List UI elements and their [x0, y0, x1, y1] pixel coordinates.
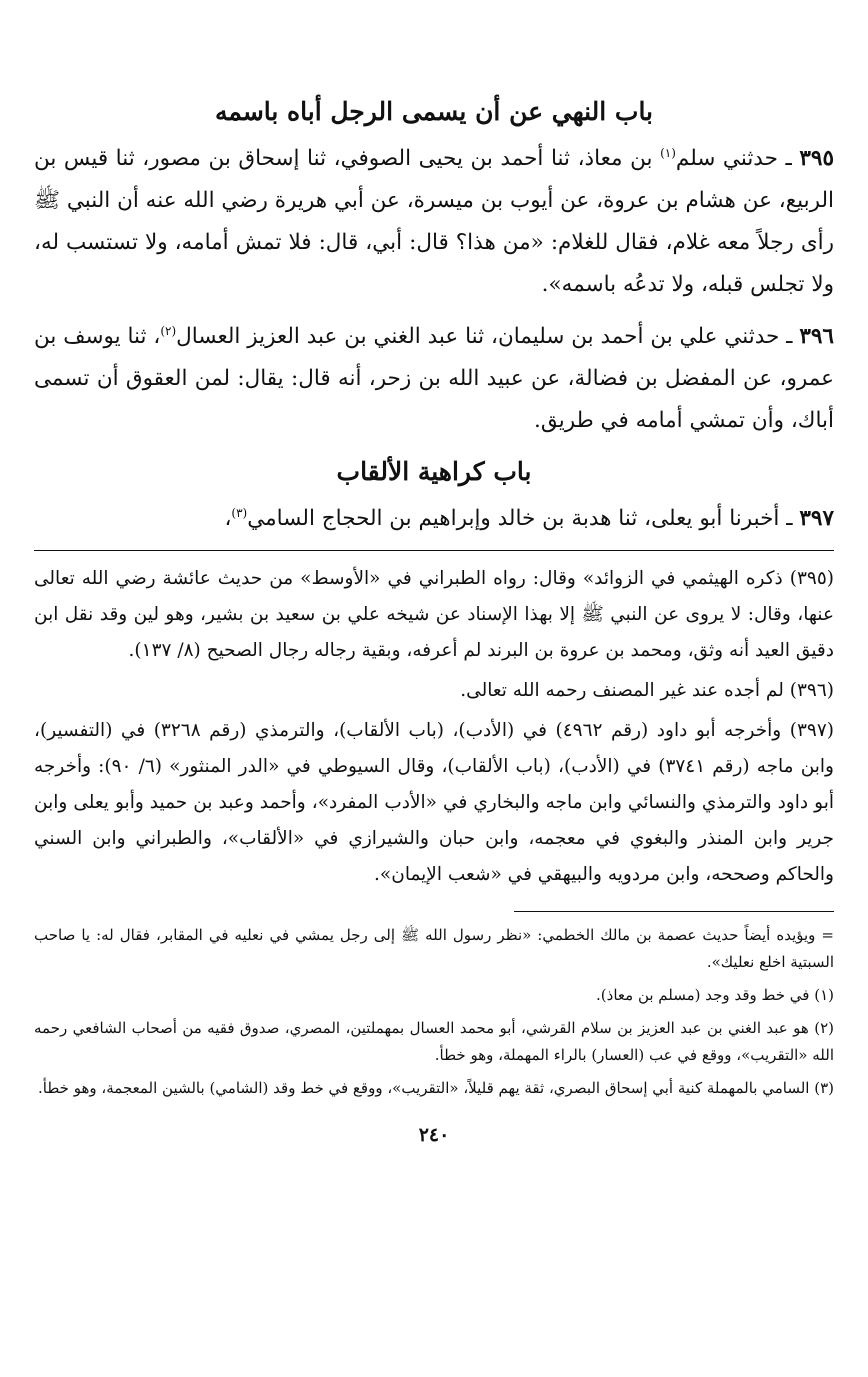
hadith-number: ٣٩٥ — [799, 146, 834, 171]
footnote-separator — [514, 911, 834, 912]
footnote: = ويؤيده أيضاً حديث عصمة بن مالك الخطمي: «نظر رسول الله ﷺ إلى رجل يمشي في نعليه في المقابر، فقال له: يا صاحب السبتية اخلع نعليك». — [34, 926, 834, 971]
hadith-text-start: ـ أخبرنا أبو يعلى، ثنا هدبة بن خالد وإبراهيم بن الحجاج السامي — [247, 506, 800, 531]
hadith-395 — [34, 138, 834, 306]
hadith-text-end: ، ثنا يوسف بن عمرو، عن المفضل بن فضالة، عن عبيد الله بن زحر، أنه قال: يقال: لمن العقوق أن تسمى أباك، وأن تمشي أمامه في طريق. — [34, 324, 834, 433]
chapter-heading-1: باب النهي عن أن يسمى الرجل أباه باسمه — [214, 97, 654, 126]
footnote-ref: (٢) — [160, 323, 177, 338]
hadith-text-end: بن معاذ، ثنا أحمد بن يحيى الصوفي، ثنا إسحاق بن مصور، ثنا قيس بن الربيع، عن هشام بن عروة، عن أيوب بن ميسرة، عن أبي هريرة رضي الله عنه أن النبي ﷺ رأى رجلاً معه غلام، فقال للغلام: «من هذا؟ قال: أبي، قال: فلا تمش أمامه، ولا تستسب له، ولا تجلس قبله، ولا تدعُه باسمه». — [34, 146, 834, 297]
chapter-heading-2: باب كراهية الألقاب — [336, 457, 532, 486]
takhrij-note: (٣٩٧) وأخرجه أبو داود (رقم ٤٩٦٢) في (الأدب)، (باب الألقاب)، والترمذي (رقم ٣٢٦٨) في (التفسير)، وابن ماجه (رقم ٣٧٤١) في (الأدب)، (باب الألقاب)، وقال السيوطي في «الدر المنثور» (٦/ ٩٠): وأخرجه أبو داود والترمذي والنسائي وابن ماجه والبخاري في «الأدب المفرد»، وأحمد وعبد بن حميد وأبو يعلى وابن جرير وابن المنذر والبغوي في معجمه، وابن حبان والشيرازي في «الألقاب»، والطبراني وابن السني والحاكم وصححه، وابن مردويه والبيهقي في «شعب الإيمان». — [34, 720, 834, 885]
footnote-ref: (١) — [660, 145, 676, 160]
hadith-text-start: ـ حدثني علي بن أحمد بن سليمان، ثنا عبد الغني بن عبد العزيز العسال — [176, 324, 800, 349]
footnote: (٢) هو عبد الغني بن عبد العزيز بن سلام القرشي، أبو محمد العسال بمهملتين، المصري، صدوق فقيه من أصحاب الشافعي رحمه الله «التقريب»، ووقع في عب (العسار) بالراء المهملة، وهو خطأ. — [34, 1019, 834, 1064]
footnote-ref: (٣) — [231, 505, 248, 520]
footnotes — [34, 922, 834, 1102]
hadith-396 — [34, 316, 834, 442]
page-body — [34, 88, 834, 1146]
takhrij-note: (٣٩٥) ذكره الهيثمي في الزوائد» وقال: رواه الطبراني في «الأوسط» من حديث عائشة رضي الله تعالى عنها، وقال: لا يروى عن النبي ﷺ إلا بهذا الإسناد عن شيخه علي بن سعيد بن بشير، وهو لين وقد نقل ابن دقيق العيد أنه وثق، ومحمد بن عروة بن البرند لم أعرفه، وبقية رجاله رجال الصحيح (٨/ ١٣٧). — [34, 568, 834, 661]
takhrij-note: (٣٩٦) لم أجده عند غير المصنف رحمه الله تعالى. — [460, 680, 834, 701]
footnote: (١) في خط وقد وجد (مسلم بن معاذ). — [596, 986, 834, 1004]
hadith-text-start: ـ حدثني سلم — [675, 146, 800, 171]
page-number: ٢٤٠ — [418, 1124, 450, 1146]
hadith-text-end: ، — [224, 506, 232, 531]
hadith-number: ٣٩٧ — [799, 506, 834, 531]
hadith-397 — [34, 498, 834, 540]
separator-line — [34, 550, 834, 551]
footnote: (٣) السامي بالمهملة كنية أبي إسحاق البصري، ثقة يهم قليلاً، «التقريب»، ووقع في خط وقد (الشامي) بالشين المعجمة، وهو خطأ. — [38, 1079, 834, 1097]
hadith-number: ٣٩٦ — [799, 324, 834, 349]
